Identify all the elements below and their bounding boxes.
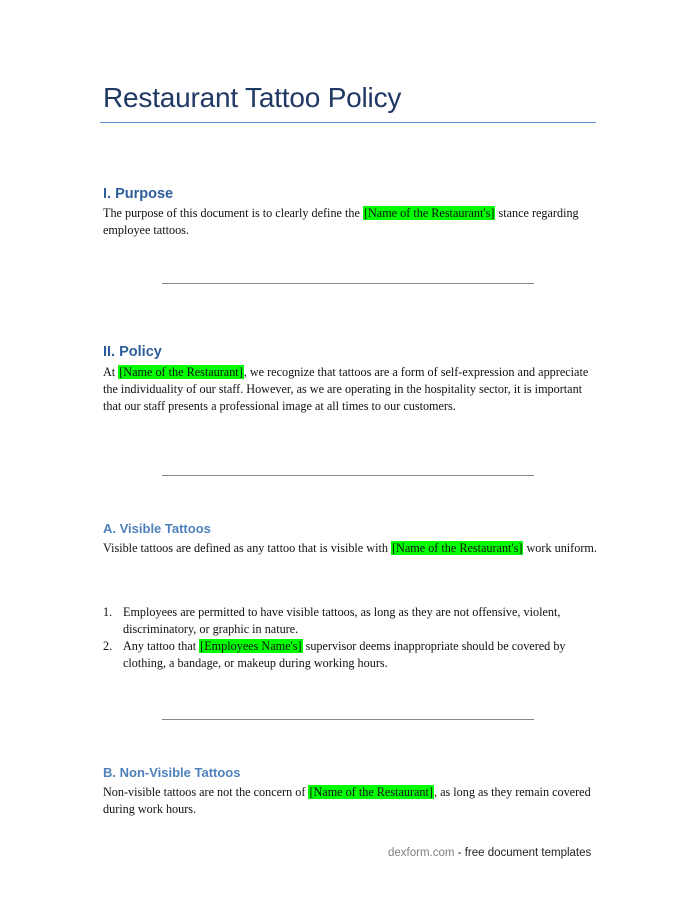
title-underline bbox=[100, 122, 596, 123]
employee-name-placeholder[interactable]: [Employees Name's] bbox=[200, 639, 302, 653]
nonvisible-text-before: Non-visible tattoos are not the concern of bbox=[103, 785, 309, 799]
policy-paragraph bbox=[103, 364, 598, 415]
policy-heading: II. Policy bbox=[103, 344, 162, 360]
footer-brand-link[interactable]: dexform.com bbox=[388, 847, 455, 859]
purpose-text-before: The purpose of this document is to clearly define the bbox=[103, 206, 363, 220]
non-visible-tattoos-paragraph bbox=[103, 784, 598, 818]
footer bbox=[388, 847, 591, 859]
restaurant-name-placeholder[interactable]: [Name of the Restaurant's] bbox=[363, 206, 495, 220]
section-separator bbox=[162, 283, 534, 284]
restaurant-name-placeholder[interactable]: [Name of the Restaurant] bbox=[309, 785, 433, 799]
purpose-heading: I. Purpose bbox=[103, 186, 174, 202]
list-item-text-before: Any tattoo that bbox=[123, 639, 200, 653]
list-number: 2. bbox=[103, 639, 113, 653]
section-separator bbox=[162, 475, 534, 476]
purpose-paragraph bbox=[103, 205, 598, 239]
footer-tagline: - free document templates bbox=[454, 847, 592, 859]
list-item-text-after: supervisor deems inappropriate should be covered by clothing, a bandage, or makeup during working hours. bbox=[123, 639, 566, 670]
list-item-text: Employees are permitted to have visible tattoos, as long as they are not offensive, violent, discriminatory, or graphic in nature. bbox=[123, 605, 561, 636]
visible-tattoos-heading: A. Visible Tattoos bbox=[103, 521, 211, 536]
list-item bbox=[103, 604, 598, 638]
non-visible-tattoos-heading: B. Non-Visible Tattoos bbox=[103, 765, 241, 780]
policy-text-before: At bbox=[103, 365, 119, 379]
restaurant-name-placeholder[interactable]: [Name of the Restaurant] bbox=[119, 365, 243, 379]
visible-text-after: work uniform. bbox=[523, 541, 597, 555]
section-separator bbox=[162, 719, 534, 720]
list-number: 1. bbox=[103, 605, 113, 619]
policy-text-after: , we recognize that tattoos are a form of self-expression and appreciate the individuality of our staff. However, as we are operating in the hospitality sector, it is important that our staff presents a professional image at all times to our customers. bbox=[103, 365, 589, 413]
visible-tattoos-list bbox=[103, 604, 598, 672]
purpose-text-after: stance regarding employee tattoos. bbox=[103, 206, 579, 237]
document-title: Restaurant Tattoo Policy bbox=[103, 82, 402, 113]
visible-text-before: Visible tattoos are defined as any tattoo that is visible with bbox=[103, 541, 391, 555]
nonvisible-text-after: , as long as they remain covered during work hours. bbox=[103, 785, 591, 816]
list-item bbox=[103, 638, 598, 672]
restaurant-name-placeholder[interactable]: [Name of the Restaurant's] bbox=[391, 541, 523, 555]
visible-tattoos-paragraph bbox=[103, 540, 598, 557]
